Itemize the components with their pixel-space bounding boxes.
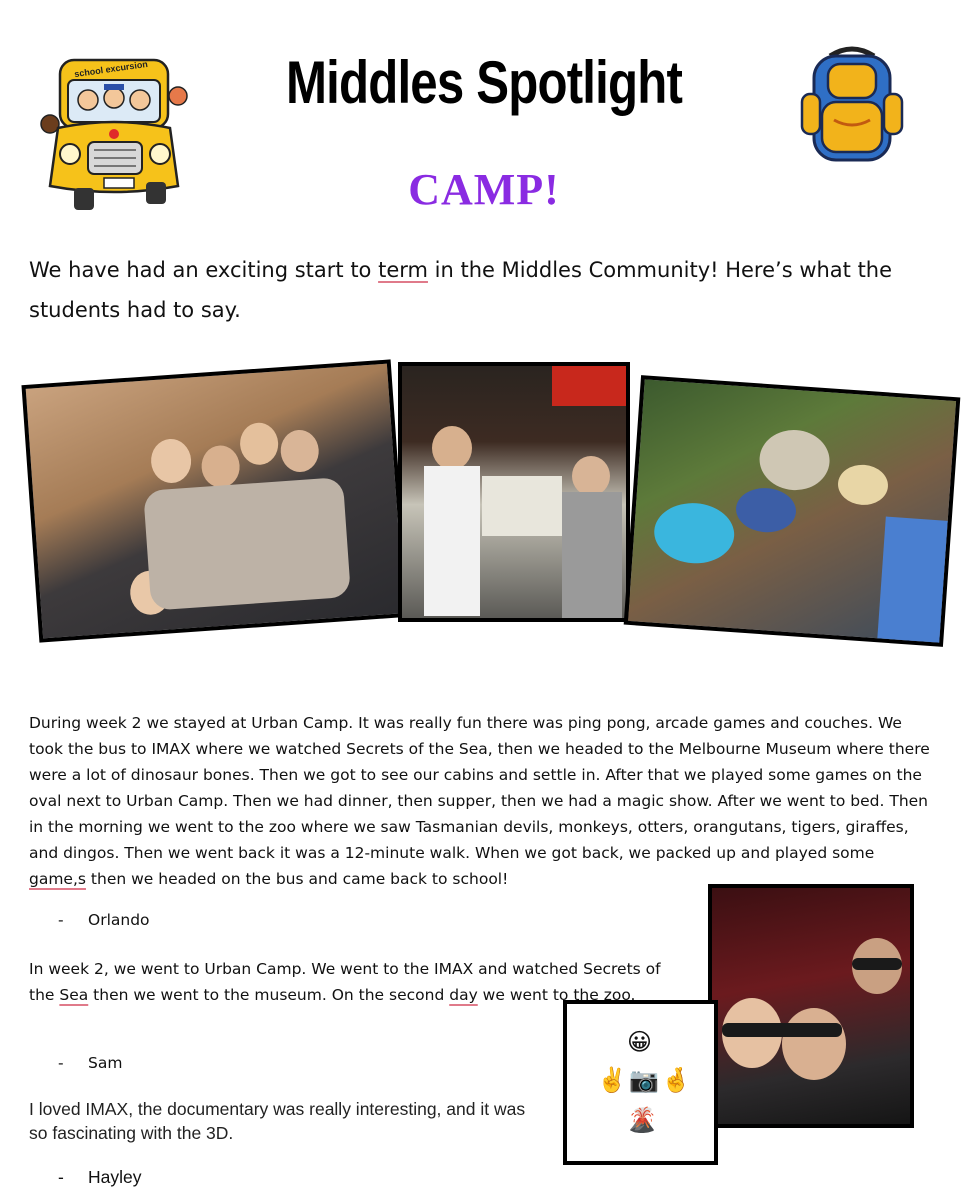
list-dash: - bbox=[58, 1054, 64, 1072]
volcano-icon: 🌋 bbox=[627, 1106, 657, 1134]
page-title: Middles Spotlight bbox=[285, 49, 683, 116]
story-text: then we headed on the bus and came back to school! bbox=[85, 870, 509, 888]
camera-icon: 📷 bbox=[629, 1066, 659, 1094]
author-sam bbox=[58, 1054, 122, 1072]
museum-dinosaur-photo bbox=[398, 362, 630, 622]
author-hayley bbox=[58, 1167, 142, 1188]
author-orlando bbox=[58, 911, 150, 929]
story-text: During week 2 we stayed at Urban Camp. It was really fun there was ping pong, arcade games and couches. We took the bus to IMAX where we watched Secrets of the Sea, then we headed to the Melbourne Museum where there were a lot of dinosaur bones. Then we got to see our cabins and settle in. After that we played some games on the oval next to Urban Camp. Then we had dinner, then supper, then we had a magic show. After we went to bed. Then in the morning we went to the zoo where we saw Tasmanian devils, monkeys, otters, orangutans, tigers, giraffes, and dingos. Then we went back it was a 12-minute walk. When we got back, we packed up and played some bbox=[29, 714, 930, 862]
spellcheck-word-sea: Sea bbox=[59, 986, 89, 1004]
victory-hand-icon: ✌️ bbox=[597, 1066, 627, 1094]
list-dash: - bbox=[58, 1167, 64, 1187]
author-name: Sam bbox=[88, 1054, 123, 1072]
author-name: Hayley bbox=[88, 1167, 142, 1187]
zoo-group-selfie-photo bbox=[624, 375, 961, 647]
story-text: then we went to the museum. On the second bbox=[88, 986, 450, 1004]
spellcheck-word-day: day bbox=[449, 986, 478, 1004]
grinning-face-icon: 😀 bbox=[627, 1028, 653, 1056]
camp-cabin-group-photo bbox=[21, 359, 408, 642]
crossed-fingers-icon: 🤞 bbox=[661, 1066, 691, 1094]
story-hayley: I loved IMAX, the documentary was really interesting, and it was so fascinating with the 3D. bbox=[29, 1099, 526, 1143]
list-dash: - bbox=[58, 911, 64, 929]
spellcheck-word: game,s bbox=[29, 870, 86, 888]
emoji-reaction-card bbox=[563, 1000, 718, 1165]
bus-sign-text: school excursion bbox=[73, 58, 149, 80]
imax-3d-glasses-photo bbox=[708, 884, 914, 1128]
story-text: we went to the zoo. bbox=[477, 986, 636, 1004]
intro-paragraph bbox=[29, 250, 929, 330]
page-subtitle: CAMP! bbox=[408, 165, 560, 214]
spellcheck-word-term: term bbox=[378, 258, 428, 282]
intro-text-2: in the Middles Community! Here’s what the students had to say. bbox=[29, 258, 893, 322]
story-sam bbox=[29, 956, 679, 1008]
author-name: Orlando bbox=[88, 911, 150, 929]
story-orlando bbox=[29, 710, 934, 892]
story-text: In week 2, we went to Urban Camp. We went to the IMAX and watched Secrets of the bbox=[29, 960, 661, 1004]
intro-text-1: We have had an exciting start to bbox=[29, 258, 379, 282]
